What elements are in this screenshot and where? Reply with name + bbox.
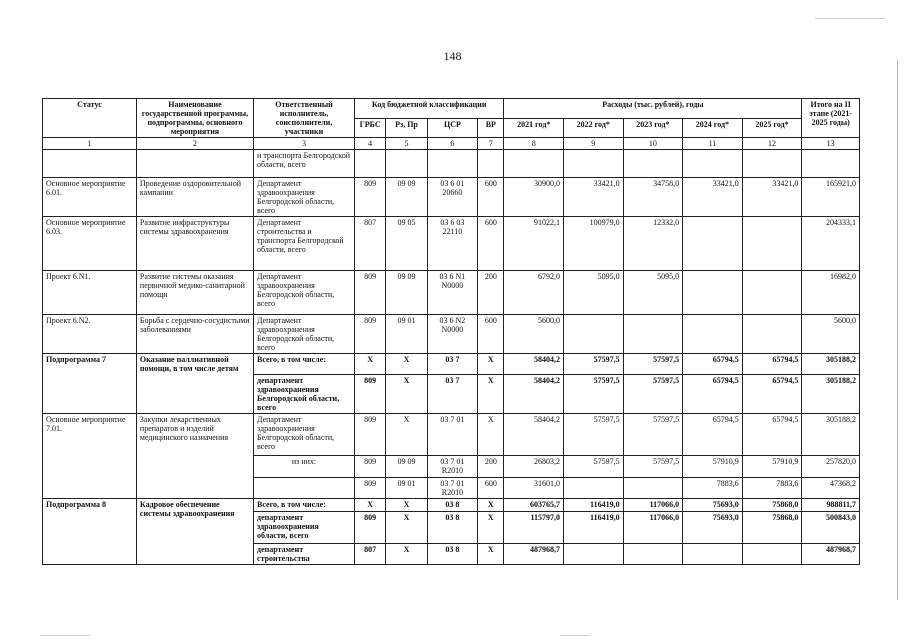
year-2024-cell: 65794,5 [683, 414, 743, 456]
vr-cell: 200 [478, 456, 504, 478]
name-cell: Борьба с сердечно-сосудистыми заболеваниями [136, 315, 253, 354]
year-2021-cell: 91022,1 [504, 217, 564, 271]
vr-cell: X [478, 499, 504, 512]
name-cell: Кадровое обеспечение системы здравоохранения [136, 499, 253, 565]
total-cell: 305188,2 [802, 354, 860, 375]
executor-cell: Департамент здравоохранения Белгородской области, всего [254, 315, 355, 354]
header-name: Наименование государственной программы, подпрограммы, основного мероприятия [136, 99, 253, 138]
year-2022-cell [564, 544, 624, 565]
year-2022-cell: 116419,0 [564, 512, 624, 544]
rzpr-cell: X [386, 499, 427, 512]
total-cell: 165921,0 [802, 178, 860, 217]
csr-cell: 03 6 01 20660 [427, 178, 477, 217]
column-number: 12 [742, 138, 802, 150]
table-row [43, 354, 860, 375]
grbs-cell: 809 [355, 478, 386, 499]
header-total: Итого на II этапе (2021-2025 годы) [802, 99, 860, 138]
year-2024-cell: 75693,0 [683, 499, 743, 512]
year-2024-cell [683, 150, 743, 178]
year-2021-cell: 26803,2 [504, 456, 564, 478]
csr-cell: 03 6 N2 N0000 [427, 315, 477, 354]
grbs-cell: 809 [355, 512, 386, 544]
year-2021-cell: 58404,2 [504, 375, 564, 414]
header-year-2024: 2024 год* [683, 118, 743, 138]
table-row [43, 178, 860, 217]
table-row [43, 150, 860, 178]
vr-cell: 600 [478, 217, 504, 271]
year-2023-cell [623, 315, 683, 354]
column-number: 7 [478, 138, 504, 150]
rzpr-cell [386, 150, 427, 178]
year-2021-cell: 58404,2 [504, 354, 564, 375]
year-2025-cell [742, 544, 802, 565]
grbs-cell [355, 150, 386, 178]
year-2022-cell: 5095,0 [564, 271, 624, 315]
name-cell: Оказание паллиативной помощи, в том числе детям [136, 354, 253, 414]
grbs-cell: 807 [355, 544, 386, 565]
header-csr: ЦСР [427, 118, 477, 138]
status-cell: Проект 6.N2. [43, 315, 137, 354]
year-2023-cell: 117066,0 [623, 512, 683, 544]
column-number-row [43, 138, 860, 150]
vr-cell: X [478, 512, 504, 544]
year-2024-cell: 65794,5 [683, 375, 743, 414]
year-2022-cell: 33421,0 [564, 178, 624, 217]
year-2021-cell: 58404,2 [504, 414, 564, 456]
header-year-2023: 2023 год* [623, 118, 683, 138]
year-2023-cell: 117066,0 [623, 499, 683, 512]
executor-cell: Департамент здравоохранения Белгородской области, всего [254, 271, 355, 315]
total-cell: 487968,7 [802, 544, 860, 565]
column-number: 4 [355, 138, 386, 150]
year-2023-cell: 57597,5 [623, 375, 683, 414]
name-cell [136, 150, 253, 178]
year-2023-cell: 57597,5 [623, 456, 683, 478]
grbs-cell: X [355, 354, 386, 375]
vr-cell: X [478, 414, 504, 456]
header-executor: Ответственный исполнитель, соисполнители, участники [254, 99, 355, 138]
total-cell: 204333,1 [802, 217, 860, 271]
rzpr-cell: 09 09 [386, 456, 427, 478]
table-row [43, 499, 860, 512]
year-2021-cell [504, 150, 564, 178]
name-cell: Развитие инфраструктуры системы здравоохранения [136, 217, 253, 271]
scan-edge-mark [897, 60, 898, 600]
year-2025-cell: 65794,5 [742, 414, 802, 456]
table-row [43, 217, 860, 271]
year-2023-cell [623, 544, 683, 565]
grbs-cell: 809 [355, 315, 386, 354]
year-2025-cell: 75868,0 [742, 499, 802, 512]
grbs-cell: 809 [355, 414, 386, 456]
vr-cell: X [478, 375, 504, 414]
status-cell: Подпрограмма 7 [43, 354, 137, 414]
header-year-2021: 2021 год* [504, 118, 564, 138]
budget-table [42, 98, 860, 565]
csr-cell: 03 7 [427, 354, 477, 375]
executor-cell: и транспорта Белгородской области, всего [254, 150, 355, 178]
executor-cell: департамент здравоохранения области, всего [254, 512, 355, 544]
vr-cell: 600 [478, 478, 504, 499]
executor-cell: из них: [254, 456, 355, 478]
year-2024-cell [683, 315, 743, 354]
year-2021-cell: 5600,0 [504, 315, 564, 354]
year-2025-cell: 33421,0 [742, 178, 802, 217]
column-number: 2 [136, 138, 253, 150]
executor-cell [254, 478, 355, 499]
csr-cell: 03 7 [427, 375, 477, 414]
year-2023-cell [623, 478, 683, 499]
rzpr-cell: X [386, 512, 427, 544]
status-cell: Подпрограмма 8 [43, 499, 137, 565]
total-cell: 305188,2 [802, 375, 860, 414]
year-2021-cell: 487968,7 [504, 544, 564, 565]
status-cell: Основное мероприятие 7.01. [43, 414, 137, 499]
executor-cell: департамент строительства [254, 544, 355, 565]
year-2021-cell: 115797,0 [504, 512, 564, 544]
total-cell [802, 150, 860, 178]
scan-edge-mark [560, 635, 590, 636]
year-2024-cell [683, 544, 743, 565]
rzpr-cell: 09 09 [386, 271, 427, 315]
year-2022-cell: 100979,0 [564, 217, 624, 271]
rzpr-cell: 09 05 [386, 217, 427, 271]
vr-cell: X [478, 354, 504, 375]
year-2022-cell: 57597,5 [564, 354, 624, 375]
column-number: 6 [427, 138, 477, 150]
vr-cell: 600 [478, 178, 504, 217]
csr-cell [427, 150, 477, 178]
csr-cell: 03 6 N1 N0000 [427, 271, 477, 315]
header-status: Статус [43, 99, 137, 138]
year-2023-cell: 12332,0 [623, 217, 683, 271]
csr-cell: 03 8 [427, 544, 477, 565]
header-code-group: Код бюджетной классификации [355, 99, 504, 119]
year-2025-cell [742, 150, 802, 178]
rzpr-cell: X [386, 414, 427, 456]
year-2022-cell: 57597,5 [564, 456, 624, 478]
total-cell: 47368,2 [802, 478, 860, 499]
grbs-cell: 807 [355, 217, 386, 271]
csr-cell: 03 7 01 [427, 414, 477, 456]
header-row [43, 99, 860, 119]
year-2025-cell [742, 217, 802, 271]
column-number: 5 [386, 138, 427, 150]
total-cell: 16982,0 [802, 271, 860, 315]
year-2022-cell: 57597,5 [564, 375, 624, 414]
year-2025-cell: 65794,5 [742, 354, 802, 375]
name-cell: Развитие системы оказания первичной медико-санитарной помощи [136, 271, 253, 315]
year-2022-cell: 57597,5 [564, 414, 624, 456]
table-row [43, 271, 860, 315]
header-vr: ВР [478, 118, 504, 138]
year-2025-cell [742, 271, 802, 315]
csr-cell: 03 6 03 22110 [427, 217, 477, 271]
executor-cell: Всего, в том числе: [254, 499, 355, 512]
executor-cell: Департамент здравоохранения Белгородской области, всего [254, 178, 355, 217]
year-2022-cell [564, 315, 624, 354]
rzpr-cell: X [386, 354, 427, 375]
rzpr-cell: 09 09 [386, 178, 427, 217]
total-cell: 988811,7 [802, 499, 860, 512]
year-2024-cell: 33421,0 [683, 178, 743, 217]
year-2021-cell: 603765,7 [504, 499, 564, 512]
csr-cell: 03 7 01 R2010 [427, 456, 477, 478]
header-year-2025: 2025 год* [742, 118, 802, 138]
year-2023-cell [623, 150, 683, 178]
year-2021-cell: 31601,0 [504, 478, 564, 499]
year-2023-cell: 57597,5 [623, 414, 683, 456]
executor-cell: Департамент строительства и транспорта Белгородской области, всего [254, 217, 355, 271]
status-cell [43, 150, 137, 178]
year-2025-cell: 7883,6 [742, 478, 802, 499]
header-year-2022: 2022 год* [564, 118, 624, 138]
year-2025-cell: 57910,9 [742, 456, 802, 478]
year-2024-cell: 75693,0 [683, 512, 743, 544]
year-2024-cell: 57910,9 [683, 456, 743, 478]
grbs-cell: 809 [355, 271, 386, 315]
year-2021-cell: 6792,0 [504, 271, 564, 315]
total-cell: 500843,0 [802, 512, 860, 544]
scan-edge-mark [40, 635, 90, 636]
rzpr-cell: 09 01 [386, 315, 427, 354]
scan-edge-mark [815, 18, 885, 19]
year-2023-cell: 57597,5 [623, 354, 683, 375]
rzpr-cell: X [386, 544, 427, 565]
status-cell: Основное мероприятие 6.03. [43, 217, 137, 271]
year-2024-cell: 65794,5 [683, 354, 743, 375]
vr-cell [478, 150, 504, 178]
column-number: 9 [564, 138, 624, 150]
year-2022-cell: 116419,0 [564, 499, 624, 512]
column-number: 1 [43, 138, 137, 150]
grbs-cell: 809 [355, 178, 386, 217]
total-cell: 257820,0 [802, 456, 860, 478]
csr-cell: 03 8 [427, 512, 477, 544]
csr-cell: 03 8 [427, 499, 477, 512]
executor-cell: Всего, в том числе: [254, 354, 355, 375]
year-2025-cell: 65794,5 [742, 375, 802, 414]
rzpr-cell: 09 01 [386, 478, 427, 499]
name-cell: Проведение оздоровительной кампании [136, 178, 253, 217]
year-2024-cell [683, 217, 743, 271]
column-number: 3 [254, 138, 355, 150]
year-2022-cell [564, 150, 624, 178]
table-row [43, 315, 860, 354]
vr-cell: 600 [478, 315, 504, 354]
year-2024-cell [683, 271, 743, 315]
year-2025-cell: 75868,0 [742, 512, 802, 544]
table-row [43, 414, 860, 456]
year-2021-cell: 30900,0 [504, 178, 564, 217]
vr-cell: X [478, 544, 504, 565]
year-2023-cell: 34758,0 [623, 178, 683, 217]
name-cell: Закупки лекарственных препаратов и изделий медицинского назначения [136, 414, 253, 499]
year-2023-cell: 5095,0 [623, 271, 683, 315]
column-number: 10 [623, 138, 683, 150]
vr-cell: 200 [478, 271, 504, 315]
year-2024-cell: 7883,6 [683, 478, 743, 499]
total-cell: 5600,0 [802, 315, 860, 354]
rzpr-cell: X [386, 375, 427, 414]
column-number: 13 [802, 138, 860, 150]
header-grbs: ГРБС [355, 118, 386, 138]
grbs-cell: X [355, 499, 386, 512]
executor-cell: департамент здравоохранения Белгородской области, всего [254, 375, 355, 414]
year-2025-cell [742, 315, 802, 354]
total-cell: 305188,2 [802, 414, 860, 456]
header-rzpr: Рз, Пр [386, 118, 427, 138]
csr-cell: 03 7 01 R2010 [427, 478, 477, 499]
executor-cell: Департамент здравоохранения Белгородской области, всего [254, 414, 355, 456]
page-number: 148 [443, 49, 462, 63]
header-expenses-group: Расходы (тыс. рублей), годы [504, 99, 802, 119]
year-2022-cell [564, 478, 624, 499]
column-number: 11 [683, 138, 743, 150]
grbs-cell: 809 [355, 375, 386, 414]
column-number: 8 [504, 138, 564, 150]
grbs-cell: 809 [355, 456, 386, 478]
status-cell: Основное мероприятие 6.01. [43, 178, 137, 217]
status-cell: Проект 6.N1. [43, 271, 137, 315]
